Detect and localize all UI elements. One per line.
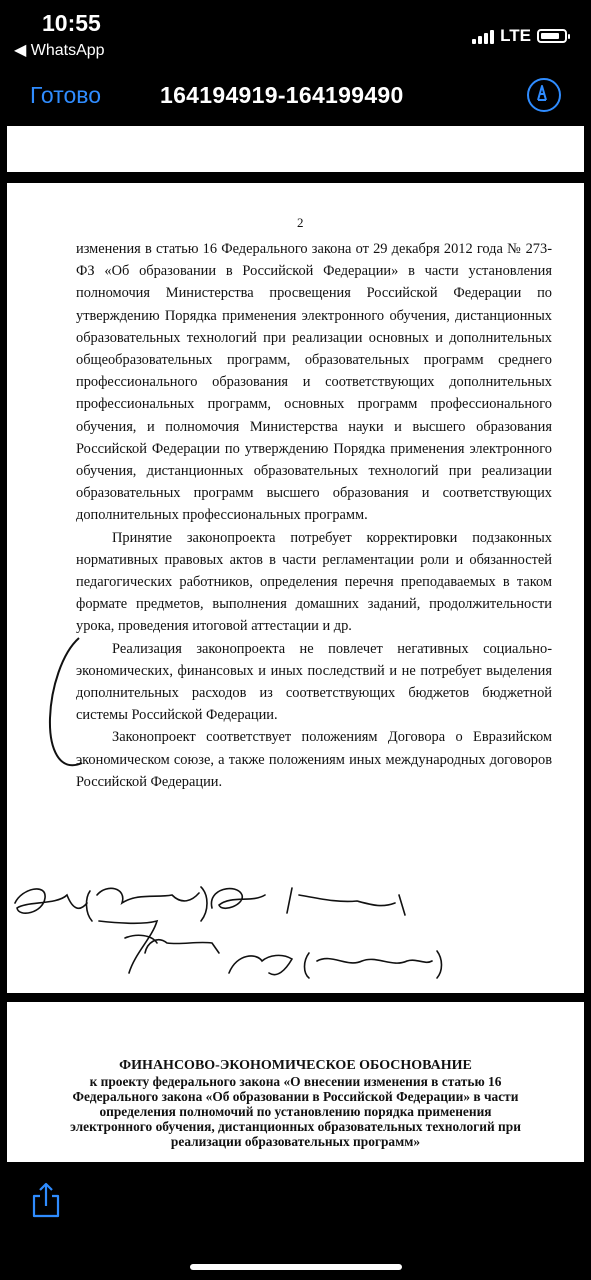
back-to-app-link[interactable]: ◀ WhatsApp [14,42,105,59]
signature-4 [229,951,442,978]
home-indicator [190,1264,402,1270]
network-type: LTE [500,26,531,45]
signal-icon [472,28,494,44]
previous-page [7,126,584,172]
next-page-title-block [67,1058,524,1149]
paragraph: изменения в статью 16 Федерального закона от 29 декабря 2012 года № 273-ФЗ «Об образовании в Российской Федерации» в части установления полномочия Министерства просвещения Российской Федерации по утверждению Порядка применения электронного обучения, дистанционных образовательных технологий при реализации основных и дополнительных общеобразовательных программ, образовательных программ среднего профессионального образования и соответствующих дополнительных профессиональных программ, основных программ профессионального обучения, и полномочия Министерства науки и высшего образования Российской Федерации по утверждению Порядка применения электронного обучения, дистанционных образовательных технологий при реализации образовательных программ высшего образования и соответствующих дополнительных профессиональных программ. [76,241,552,524]
handwritten-signatures [7,183,584,993]
document-page [7,183,584,993]
next-page-subtitle: к проекту федерального закона «О внесении изменения в статью 16 Федерального закона «Об образовании в Российской Федерации» в части определения полномочий по установлению порядка применения электронного обучения, дистанционных образовательных технологий при реализации образовательных программ» [70,1074,521,1149]
status-indicators [472,26,567,46]
markup-pen-icon[interactable] [527,78,561,112]
paragraph: Принятие законопроекта потребует корректировки подзаконных нормативных правовых актов в части регламентации роли и обязанностей педагогических работников, определения перечня преподаваемых в таком формате предметов, выполнения домашних заданий, продолжительности урока, проведения итоговой аттестации и др. [76,529,552,635]
paragraph: Реализация законопроекта не повлечет негативных социально-экономических, финансовых и иных последствий и не потребует выделения дополнительных расходов из соответствующих бюджетов бюджетной системы Российской Федерации. [76,640,552,724]
share-icon[interactable] [30,1180,62,1220]
signature-2 [211,888,405,915]
next-page-heading: ФИНАНСОВО-ЭКОНОМИЧЕСКОЕ ОБОСНОВАНИЕ [119,1058,472,1073]
page-number: 2 [297,215,304,230]
status-time: 10:55 [42,10,101,36]
paragraph: Законопроект соответствует положениям Договора о Евразийском экономическом союзе, а также положениям иных международных договоров Российской Федерации. [76,729,552,790]
next-page [7,1002,584,1162]
signature-1 [15,887,207,921]
battery-icon [537,29,567,43]
signature-3 [99,921,219,973]
document-title: 164194919-164199490 [160,82,404,108]
done-button[interactable]: Готово [30,82,102,108]
